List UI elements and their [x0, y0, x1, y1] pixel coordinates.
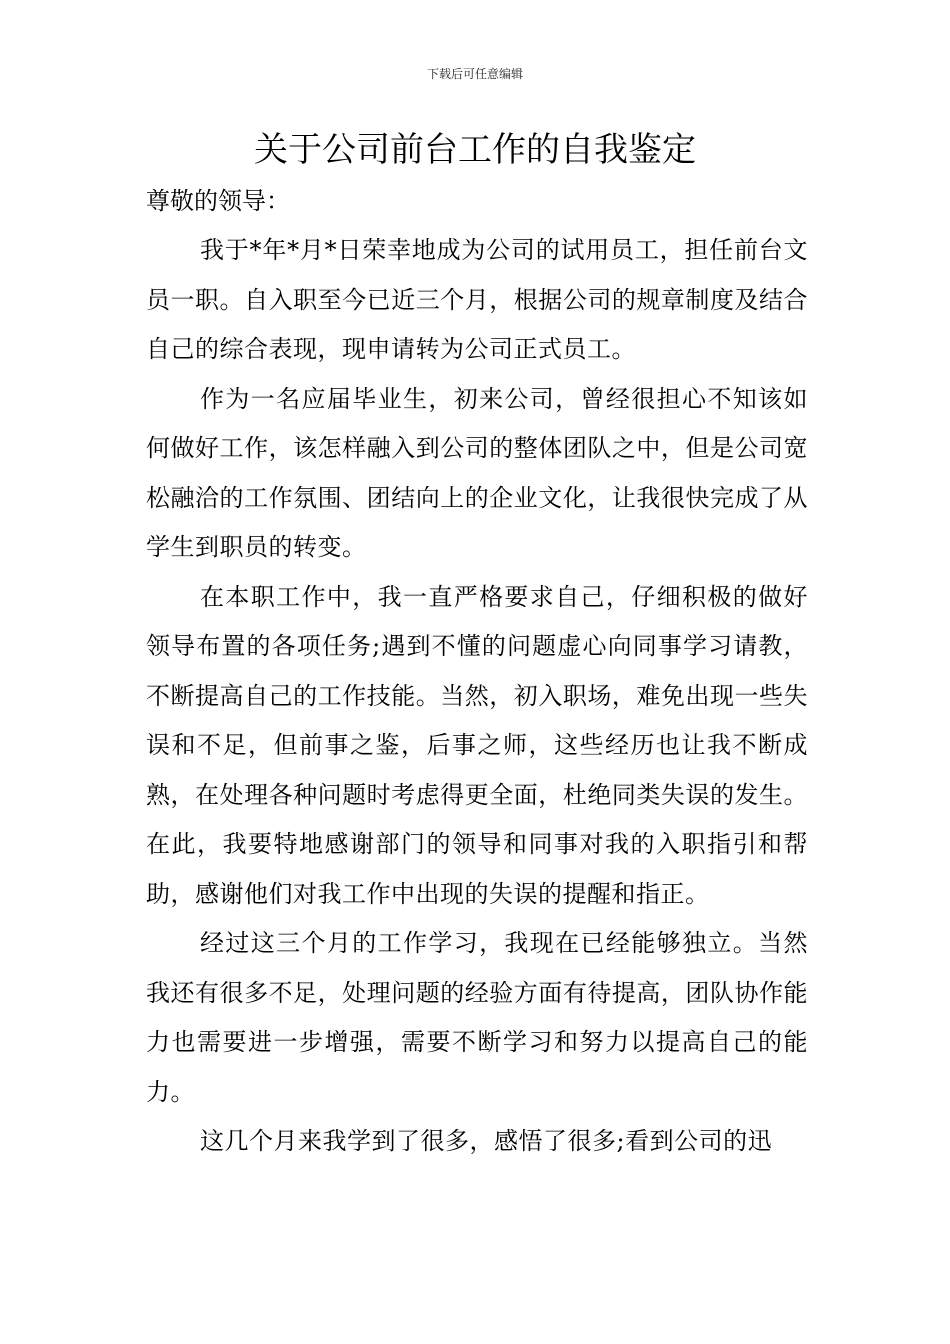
document-title: 关于公司前台工作的自我鉴定: [254, 130, 696, 170]
paragraph-1: 我于*年*月*日荣幸地成为公司的试用员工，担任前台文员一职。自入职至今已近三个月，根据公司的规章制度及结合自己的综合表现，现申请转为公司正式员工。: [146, 236, 808, 363]
salutation: 尊敬的领导：: [146, 187, 290, 215]
paragraph-4: 经过这三个月的工作学习，我现在已经能够独立。当然我还有很多不足，处理问题的经验方面有待提高，团队协作能力也需要进一步增强，需要不断学习和努力以提高自己的能力。: [146, 929, 808, 1106]
paragraph-2: 作为一名应届毕业生，初来公司，曾经很担心不知该如何做好工作，该怎样融入到公司的整体团队之中，但是公司宽松融洽的工作氛围、团结向上的企业文化，让我很快完成了从学生到职员的转变。: [146, 384, 808, 561]
paragraph-5: 这几个月来我学到了很多，感悟了很多;看到公司的迅: [200, 1127, 773, 1155]
document-body: [146, 176, 808, 1167]
header-note: 下载后可任意编辑: [426, 67, 523, 81]
paragraph-3: 在本职工作中，我一直严格要求自己，仔细积极的做好领导布置的各项任务;遇到不懂的问题虚心向同事学习请教，不断提高自己的工作技能。当然，初入职场，难免出现一些失误和不足，但前事之鉴，后事之师，这些经历也让我不断成熟，在处理各种问题时考虑得更全面，杜绝同类失误的发生。在此，我要特地感谢部门的领导和同事对我的入职指引和帮助，感谢他们对我工作中出现的失误的提醒和指正。: [146, 582, 808, 908]
